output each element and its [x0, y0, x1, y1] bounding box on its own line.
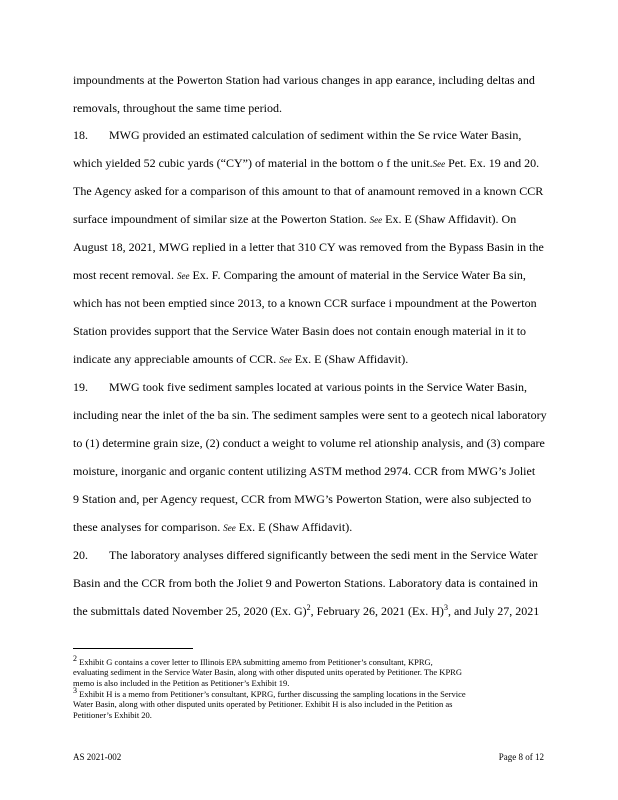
text-line: Basin and the CCR from both the Joliet 9 and Powerton Stations. Laboratory data is contained in: [73, 576, 538, 590]
text-line: moisture, inorganic and organic content utilizing ASTM method 2974. CCR from MWG’s Joliet: [73, 464, 536, 478]
footnote-ref[interactable]: 2: [306, 603, 311, 612]
paragraph-number: 18.: [73, 128, 88, 142]
footer-docket: AS 2021-002: [73, 752, 122, 762]
text-line: which has not been emptied since 2013, to a known CCR surface i mpoundment at the Powerton: [73, 296, 537, 310]
footnote-line: Water Basin, along with other disputed units operated by Petitioner. Exhibit H is also included in the Petition as: [73, 699, 453, 709]
paragraph-19-line: [73, 380, 527, 394]
footnote-line: Petitioner’s Exhibit 20.: [73, 710, 152, 720]
text-line: to (1) determine grain size, (2) conduct a weight to volume rel ationship analysis, and (3) compare: [73, 436, 545, 450]
text-line-with-cite: indicate any appreciable amounts of CCR. See Ex. E (Shaw Affidavit).: [73, 352, 409, 366]
text-line: August 18, 2021, MWG replied in a letter that 310 CY was removed from the Bypass Basin in the: [73, 240, 544, 254]
see-signal: See: [176, 271, 190, 281]
footer-page-number: Page 8 of 12: [498, 752, 544, 762]
text-line-with-cite: these analyses for comparison. See Ex. E (Shaw Affidavit).: [73, 520, 353, 534]
text-line-with-footnotes: the submittals dated November 25, 2020 (Ex. G)$^2$, February 26, 2021 (Ex. H)$^3$, and July 27, 2021: [73, 603, 540, 618]
text-line: including near the inlet of the ba sin. The sediment samples were sent to a geotech nical laboratory: [73, 408, 547, 422]
see-signal: See: [223, 523, 236, 533]
text-line: The Agency asked for a comparison of this amount to that of anamount removed in a known CCR: [73, 184, 544, 198]
text-line: 9 Station and, per Agency request, CCR from MWG’s Powerton Station, were also subjected to: [73, 492, 532, 506]
text-line-with-cite: most recent removal. See Ex. F. Comparing the amount of material in the Service Water Ba sin,: [73, 268, 526, 282]
text-line: Station provides support that the Service Water Basin does not contain enough material in it to: [73, 324, 527, 338]
text-line-with-cite: surface impoundment of similar size at the Powerton Station. See Ex. E (Shaw Affidavit). On: [73, 212, 517, 226]
paragraph-20-line: [73, 548, 537, 562]
paragraph-number: 20.: [73, 548, 88, 562]
paragraph-number: 19.: [73, 380, 88, 394]
footnote-mark: 3: [73, 686, 77, 696]
footnote-3: $^3$ Exhibit H is a memo from Petitioner’s consultant, KPRG, further discussing the sampling locations in the Service: [73, 686, 466, 699]
see-signal: See: [432, 159, 446, 169]
footnote-mark: 2: [73, 654, 77, 664]
footnote-ref[interactable]: 3: [443, 603, 448, 612]
text-line: impoundments at the Powerton Station had various changes in app earance, including deltas and: [73, 73, 535, 87]
footnote-line: evaluating sediment in the Service Water Basin, along with other disputed units operated by Petitioner. The KPRG: [73, 667, 462, 677]
see-signal: See: [369, 215, 383, 225]
footnote-2: $^2$ Exhibit G contains a cover letter to Illinois EPA submitting amemo from Petitioner’s consultant, KPRG,: [73, 654, 433, 667]
footnote-line: memo is also included in the Petition as Petitioner’s Exhibit 19.: [73, 678, 290, 688]
text-line: removals, throughout the same time period.: [73, 101, 282, 115]
text-line: MWG took five sediment samples located at various points in the Service Water Basin,: [109, 380, 528, 394]
text-line-with-cite: which yielded 52 cubic yards (“CY”) of material in the bottom o f the unit.See Pet. Ex. 19 and 20.: [73, 156, 540, 170]
text-line: The laboratory analyses differed significantly between the sedi ment in the Service Water: [109, 548, 538, 562]
see-signal: See: [279, 355, 292, 365]
paragraph-18-line: [73, 128, 521, 142]
text-line: MWG provided an estimated calculation of sediment within the Se rvice Water Basin,: [109, 128, 522, 142]
footnote-separator: [73, 648, 193, 649]
